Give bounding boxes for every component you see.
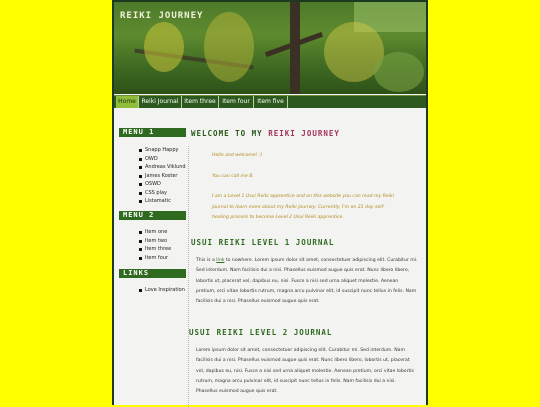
nav-item-four[interactable]: Item four [219, 96, 254, 108]
page-title [191, 129, 340, 138]
nav-item-three[interactable]: Item three [182, 96, 219, 108]
page-title-prefix: WELCOME TO MY [191, 129, 269, 138]
site-title: REIKI JOURNEY [120, 11, 204, 21]
nav-item-five[interactable]: Item five [254, 96, 288, 108]
sidebar-link-item-two[interactable]: Item two [139, 237, 171, 246]
section2-heading: USUI REIKI LEVEL 2 JOURNAL [189, 328, 333, 337]
intro-description: I am a Level 1 Usui Reiki apprentice and on this website you can read my Reiki journal to learn more about my Reiki journey. Currently, I'm on 21 day self-healing process to become Level 2 Usui Reiki apprentice. [212, 194, 394, 220]
section2-text: Lorem ipsum dolor sit amet, consectetuer adipiscing elit. Curabitur mi. Sed interdum. Nam facilisis dui a nisi. Phasellus euismod augue quis erat. Nunc libero libero, lobortis ut, placerat vel, dapibus eu, nisi. Fusce a nisi sed urna aliquet molestie. Aenean pretium, orci vitae lobortis rutrum, magna arcu pulvinar elit, id suscipit nunc tellus in felis. Nam facilisis dui a nisi. Phasellus euismod augue quis erat. [196, 348, 414, 395]
section1-heading: USUI REIKI LEVEL 1 JOURNAL [191, 238, 335, 247]
sidebar-link-owd[interactable]: OWD [139, 155, 186, 164]
page-title-accent: REIKI JOURNEY [268, 129, 340, 138]
sidebar-link-item-one[interactable]: Item one [139, 228, 171, 237]
sidebar-link-oswd[interactable]: OSWD [139, 180, 186, 189]
intro-greeting: Hello and welcome! :) [212, 153, 263, 158]
sidebar-link-item-three[interactable]: Item three [139, 245, 171, 254]
banner-foliage [374, 52, 424, 92]
header-banner [114, 2, 426, 94]
sidebar-menu1-list [139, 146, 186, 206]
intro-name: You can call me B. [212, 174, 254, 179]
page-frame [112, 0, 428, 405]
sidebar-heading-links: LINKS [119, 269, 186, 278]
section1-text-rest: to nowhere. Lorem ipsum dolor sit amet, consectetuer adipiscing elit. Curabitur mi. Sed interdum. Nam facilisis dui a nisi. Phasellus euismod augue quis erat. Nunc libero libero, lobortis ut, placerat vel, dapibus eu, nisi. Fusce a nisi sed urna aliquet molestie. Aenean pretium, orci vitae lobortis rutrum, magna arcu pulvinar elit, id suscipit nunc tellus in felis. Nam facilisis dui a nisi. Phasellus euismod augue quis erat. [196, 258, 418, 305]
sidebar-link-item-four[interactable]: Item four [139, 254, 171, 263]
sidebar-link-css-play[interactable]: CSS play [139, 189, 186, 198]
sidebar-link-andreas-viklund[interactable]: Andreas Viklund [139, 163, 186, 172]
sidebar-links-list [139, 286, 185, 295]
nav-item-home[interactable]: Home [116, 96, 139, 108]
sidebar-heading-menu1: MENU 1 [119, 128, 186, 137]
sidebar-link-listamatic[interactable]: Listamatic [139, 197, 186, 206]
section1-link[interactable]: link [216, 258, 225, 263]
sidebar-link-james-koster[interactable]: James Koster [139, 172, 186, 181]
column-divider [188, 146, 189, 407]
sidebar-link-snapp-happy[interactable]: Snapp Happy [139, 146, 186, 155]
section1-text [196, 256, 418, 307]
banner-foliage [204, 12, 254, 82]
nav-item-reiki-journal[interactable]: Reiki Journal [139, 96, 182, 108]
sidebar-link-love-inspiration[interactable]: Love Inspiration [139, 286, 185, 295]
section1-text-start: This is a [196, 258, 217, 263]
sidebar-menu2-list [139, 228, 171, 262]
banner-foliage [144, 22, 184, 72]
main-nav [114, 95, 426, 108]
sidebar-heading-menu2: MENU 2 [119, 211, 186, 220]
page-container [114, 2, 426, 405]
